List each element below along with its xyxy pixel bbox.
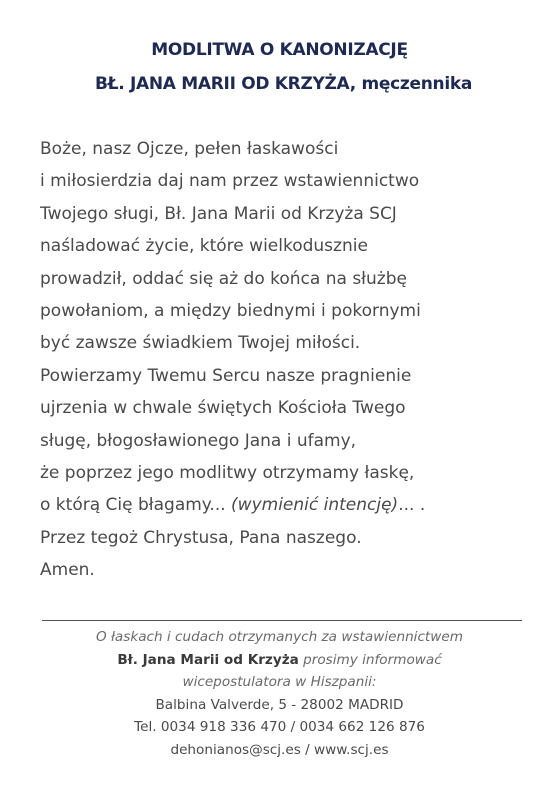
phone-numbers: Tel. 0034 918 336 470 / 0034 662 126 876 bbox=[134, 719, 425, 736]
footer-line-3 bbox=[20, 671, 539, 694]
address: Balbina Valverde, 5 - 28002 MADRID bbox=[155, 696, 404, 713]
footer-divider bbox=[42, 620, 522, 621]
prayer-line: Twojego sługi, Bł. Jana Marii od Krzyża SCJ bbox=[40, 203, 397, 224]
footer-line-2 bbox=[20, 649, 539, 672]
amen-line: Amen. bbox=[40, 560, 95, 581]
footer-info bbox=[20, 626, 539, 762]
prayer-line: sługę, błogosławionego Jana i ufamy, bbox=[40, 430, 357, 451]
prayer-line: być zawsze świadkiem Twojej miłości. bbox=[40, 333, 361, 354]
prayer-line: i miłosierdzia daj nam przez wstawiennictwo bbox=[40, 171, 420, 192]
intention-suffix: ... . bbox=[398, 495, 426, 516]
prayer-line: Powierzamy Twemu Sercu nasze pragnienie bbox=[40, 365, 412, 386]
vice-postulator-text: wicepostulatora w Hiszpanii: bbox=[182, 674, 377, 691]
prayer-text bbox=[40, 133, 540, 586]
prayer-line: Boże, nasz Ojcze, pełen łaskawości bbox=[40, 139, 339, 159]
prayer-line-intention bbox=[40, 489, 540, 521]
title-line-1: MODLITWA O KANONIZACJĘ bbox=[151, 40, 408, 60]
closing-line: Przez tegoż Chrystusa, Pana naszego. bbox=[40, 527, 362, 548]
contact-links: dehonianos@scj.es / www.scj.es bbox=[170, 741, 389, 758]
prayer-line: powołaniom, a między biednymi i pokornymi bbox=[40, 300, 421, 321]
footer-intro-text: O łaskach i cudach otrzymanych za wstawiennictwem bbox=[95, 629, 463, 645]
prayer-line-text: o którą Cię błagamy... bbox=[40, 495, 232, 516]
footer-line-1 bbox=[20, 626, 539, 649]
intention-placeholder: (wymienić intencję) bbox=[231, 495, 399, 516]
prayer-line: że poprzez jego modlitwy otrzymamy łaskę, bbox=[40, 462, 415, 483]
blessed-name: Bł. Jana Marii od Krzyża bbox=[117, 651, 299, 668]
title-line-2: BŁ. JANA MARII OD KRZYŻA, męczennika bbox=[94, 74, 473, 94]
prayer-line: ujrzenia w chwale świętych Kościoła Twego bbox=[40, 398, 406, 419]
prayer-line: naśladować życie, które wielkodusznie bbox=[40, 236, 368, 257]
footer-request-text: prosimy informować bbox=[298, 651, 442, 668]
prayer-line: prowadził, oddać się aż do końca na służbę bbox=[40, 268, 407, 289]
